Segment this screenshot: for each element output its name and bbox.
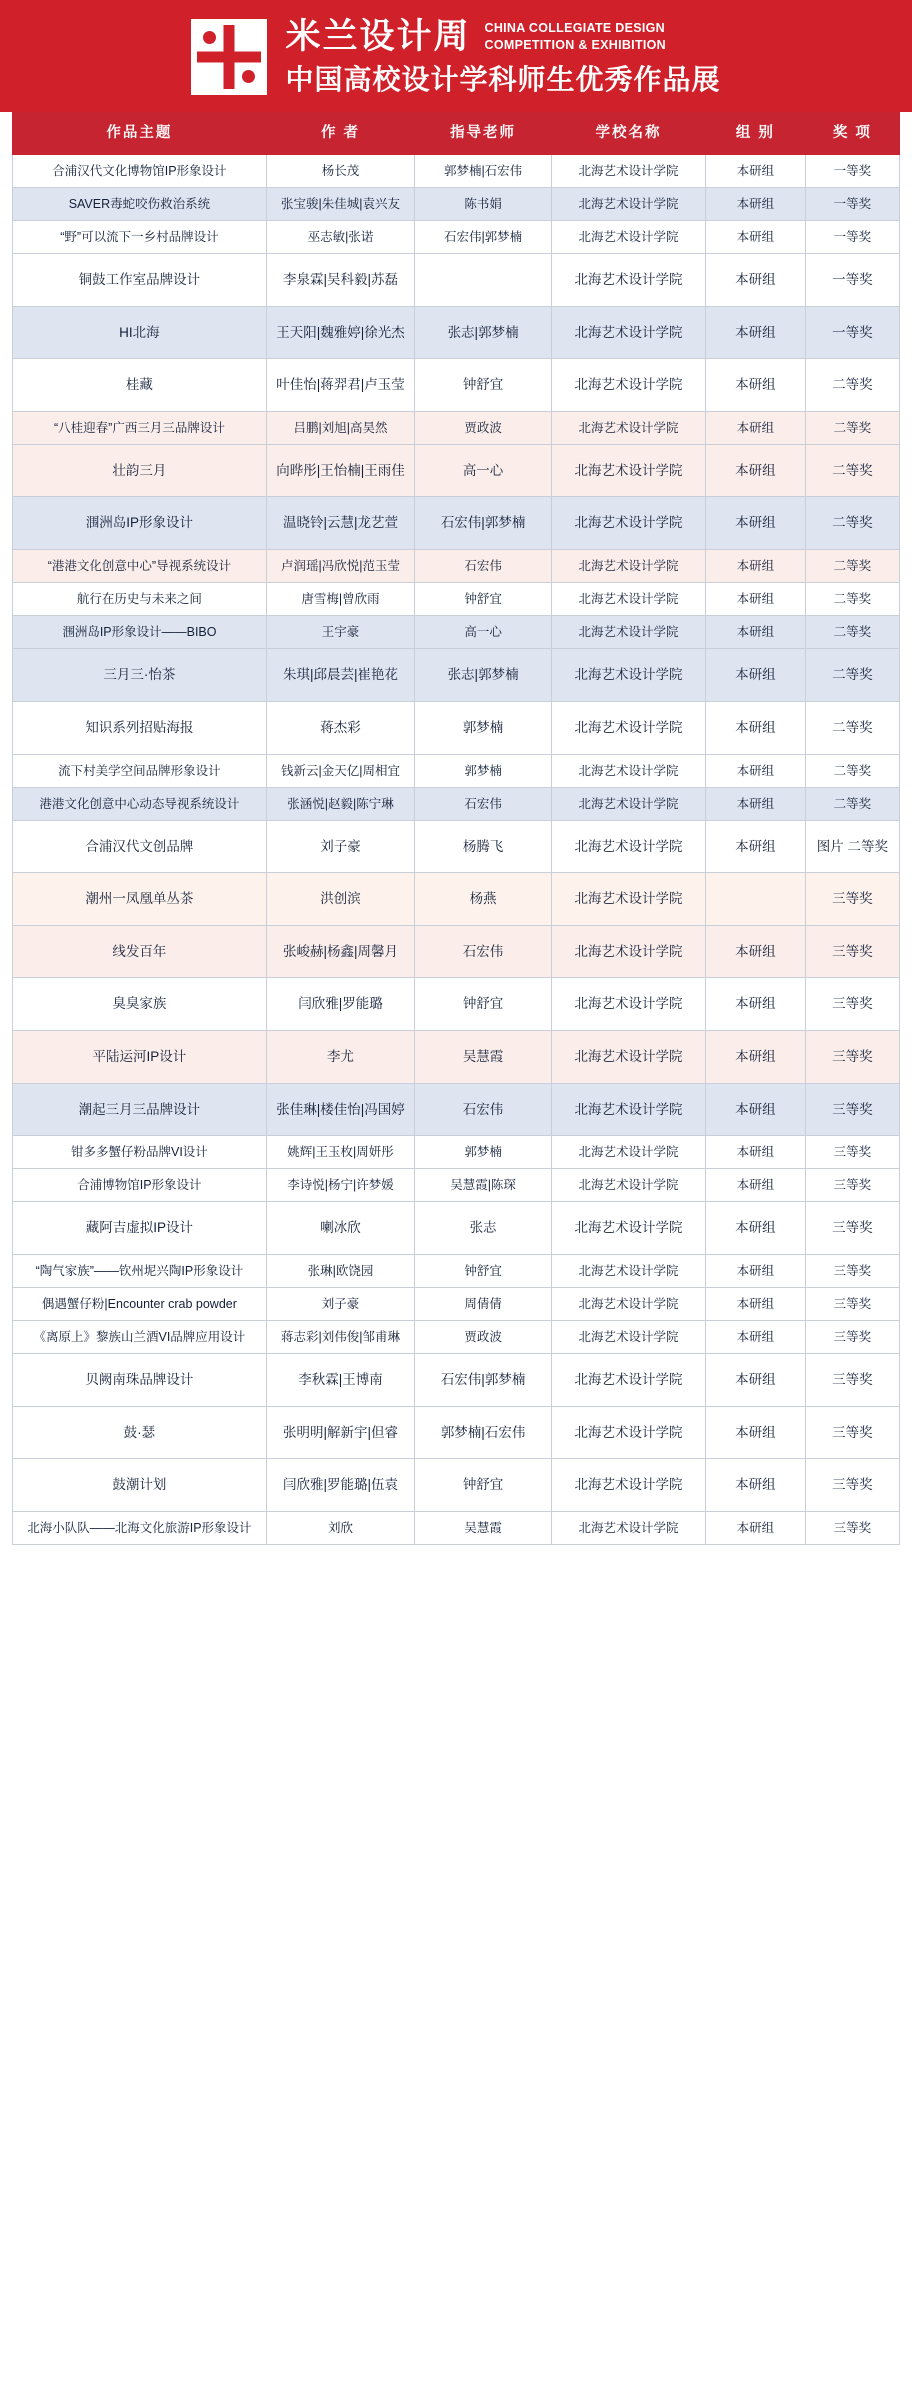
cell-title: 鼓潮计划 (13, 1459, 267, 1512)
cell-teacher: 张志 (415, 1202, 552, 1255)
cell-title: 涠洲岛IP形象设计 (13, 497, 267, 550)
cell-teacher (415, 254, 552, 307)
cell-title: 航行在历史与未来之间 (13, 583, 267, 616)
cell-award: 三等奖 (805, 1254, 899, 1287)
cell-award: 二等奖 (805, 583, 899, 616)
table-row (13, 1136, 900, 1169)
column-header-award: 奖 项 (805, 112, 899, 154)
cell-group: 本研组 (706, 1083, 806, 1136)
table-row (13, 616, 900, 649)
cell-title: “八桂迎春”广西三月三品牌设计 (13, 411, 267, 444)
table-row (13, 1202, 900, 1255)
table-row (13, 754, 900, 787)
cell-title: 钳多多蟹仔粉品牌VI设计 (13, 1136, 267, 1169)
cell-school: 北海艺术设计学院 (552, 1321, 706, 1354)
table-row (13, 1031, 900, 1084)
cell-award: 三等奖 (805, 1288, 899, 1321)
cell-title: 平陆运河IP设计 (13, 1031, 267, 1084)
cell-teacher: 石宏伟 (415, 925, 552, 978)
cell-teacher: 钟舒宜 (415, 583, 552, 616)
cell-group: 本研组 (706, 550, 806, 583)
table-header-row (13, 112, 900, 154)
cell-award: 三等奖 (805, 1512, 899, 1545)
cell-group: 本研组 (706, 444, 806, 497)
table-row (13, 1254, 900, 1287)
cell-group: 本研组 (706, 497, 806, 550)
cell-teacher: 陈书娟 (415, 187, 552, 220)
table-row (13, 1169, 900, 1202)
cell-award: 一等奖 (805, 220, 899, 253)
table-row (13, 1406, 900, 1459)
cell-school: 北海艺术设计学院 (552, 583, 706, 616)
cell-teacher: 石宏伟 (415, 787, 552, 820)
cell-title: “野”可以流下一乡村品牌设计 (13, 220, 267, 253)
cell-award: 二等奖 (805, 787, 899, 820)
cell-award: 二等奖 (805, 411, 899, 444)
cell-group: 本研组 (706, 359, 806, 412)
cell-title: 桂藏 (13, 359, 267, 412)
cell-author: 闫欣雅|罗能璐 (266, 978, 414, 1031)
cell-title: 《离原上》黎族山兰酒VI品牌应用设计 (13, 1321, 267, 1354)
cell-title: 港港文化创意中心动态导视系统设计 (13, 787, 267, 820)
cell-group: 本研组 (706, 1354, 806, 1407)
cell-school: 北海艺术设计学院 (552, 925, 706, 978)
cell-school: 北海艺术设计学院 (552, 873, 706, 926)
cell-school: 北海艺术设计学院 (552, 411, 706, 444)
cell-author: 张佳琳|楼佳怡|冯国婷 (266, 1083, 414, 1136)
cell-teacher: 钟舒宜 (415, 359, 552, 412)
cell-teacher: 吴慧霞|陈琛 (415, 1169, 552, 1202)
cell-author: 王宇豪 (266, 616, 414, 649)
cell-title: 流下村美学空间品牌形象设计 (13, 754, 267, 787)
cell-teacher: 周倩倩 (415, 1288, 552, 1321)
cell-author: 温晓铃|云慧|龙艺萱 (266, 497, 414, 550)
cell-school: 北海艺术设计学院 (552, 1406, 706, 1459)
cell-author: 李泉霖|吴科毅|苏磊 (266, 254, 414, 307)
cell-teacher: 郭梦楠|石宏伟 (415, 1406, 552, 1459)
cell-award: 三等奖 (805, 873, 899, 926)
cell-group: 本研组 (706, 649, 806, 702)
cell-teacher: 钟舒宜 (415, 1459, 552, 1512)
cell-author: 张琳|欧饶园 (266, 1254, 414, 1287)
cell-title: 贝阙南珠品牌设计 (13, 1354, 267, 1407)
table-row (13, 1083, 900, 1136)
awards-table (12, 112, 900, 1545)
cell-award: 一等奖 (805, 154, 899, 187)
table-row (13, 1288, 900, 1321)
table-row (13, 154, 900, 187)
cell-author: 王天阳|魏雅婷|徐光杰 (266, 306, 414, 359)
cell-school: 北海艺术设计学院 (552, 154, 706, 187)
cell-author: 张峻赫|杨鑫|周馨月 (266, 925, 414, 978)
cell-group: 本研组 (706, 154, 806, 187)
cell-school: 北海艺术设计学院 (552, 754, 706, 787)
table-row (13, 1321, 900, 1354)
header-title-en (485, 20, 667, 57)
cell-school: 北海艺术设计学院 (552, 550, 706, 583)
header-title-block (285, 18, 720, 96)
column-header-title: 作品主题 (13, 112, 267, 154)
cell-author: 刘子豪 (266, 820, 414, 873)
cell-teacher: 钟舒宜 (415, 1254, 552, 1287)
cell-title: 壮韵三月 (13, 444, 267, 497)
cell-title: 合浦博物馆IP形象设计 (13, 1169, 267, 1202)
cell-award: 三等奖 (805, 1406, 899, 1459)
cell-group (706, 873, 806, 926)
cell-author: 蒋志彩|刘伟俊|邹甫琳 (266, 1321, 414, 1354)
cell-school: 北海艺术设计学院 (552, 1031, 706, 1084)
cell-group: 本研组 (706, 1288, 806, 1321)
cell-group: 本研组 (706, 820, 806, 873)
cell-group: 本研组 (706, 787, 806, 820)
column-header-author: 作 者 (266, 112, 414, 154)
cell-award: 三等奖 (805, 1136, 899, 1169)
table-row (13, 220, 900, 253)
cell-author: 杨长茂 (266, 154, 414, 187)
column-header-group: 组 别 (706, 112, 806, 154)
cell-award: 二等奖 (805, 359, 899, 412)
cell-author: 喇冰欣 (266, 1202, 414, 1255)
cell-group: 本研组 (706, 1169, 806, 1202)
table-row (13, 444, 900, 497)
cell-group: 本研组 (706, 1459, 806, 1512)
awards-table-body (13, 154, 900, 1544)
cell-award: 三等奖 (805, 1459, 899, 1512)
cell-teacher: 郭梦楠 (415, 754, 552, 787)
cell-teacher: 钟舒宜 (415, 978, 552, 1031)
cell-title: 潮州一凤凰单丛茶 (13, 873, 267, 926)
cell-title: 鼓·瑟 (13, 1406, 267, 1459)
cell-group: 本研组 (706, 1321, 806, 1354)
cell-title: 合浦汉代文化博物馆IP形象设计 (13, 154, 267, 187)
cell-school: 北海艺术设计学院 (552, 787, 706, 820)
cell-title: 北海小队队——北海文化旅游IP形象设计 (13, 1512, 267, 1545)
cell-school: 北海艺术设计学院 (552, 497, 706, 550)
cell-award: 三等奖 (805, 1354, 899, 1407)
cell-author: 刘子豪 (266, 1288, 414, 1321)
cell-award: 二等奖 (805, 550, 899, 583)
cell-title: 三月三·怡茶 (13, 649, 267, 702)
cell-author: 叶佳怡|蒋羿君|卢玉莹 (266, 359, 414, 412)
cell-group: 本研组 (706, 978, 806, 1031)
cell-group: 本研组 (706, 1136, 806, 1169)
cell-group: 本研组 (706, 1202, 806, 1255)
cell-school: 北海艺术设计学院 (552, 1136, 706, 1169)
cell-school: 北海艺术设计学院 (552, 649, 706, 702)
cell-author: 刘欣 (266, 1512, 414, 1545)
cell-school: 北海艺术设计学院 (552, 444, 706, 497)
cell-teacher: 石宏伟|郭梦楠 (415, 220, 552, 253)
cell-author: 吕鹏|刘旭|高昊然 (266, 411, 414, 444)
cell-author: 钱新云|金天亿|周相宜 (266, 754, 414, 787)
cell-title: 潮起三月三品牌设计 (13, 1083, 267, 1136)
cell-group: 本研组 (706, 583, 806, 616)
table-row (13, 411, 900, 444)
table-row (13, 1512, 900, 1545)
cell-award: 二等奖 (805, 616, 899, 649)
cell-award: 一等奖 (805, 306, 899, 359)
table-row (13, 583, 900, 616)
header-title-en-line1: CHINA COLLEGIATE DESIGN (484, 20, 666, 35)
cell-group: 本研组 (706, 254, 806, 307)
cell-author: 朱琪|邱晨芸|崔艳花 (266, 649, 414, 702)
cell-teacher: 石宏伟|郭梦楠 (415, 497, 552, 550)
table-row (13, 820, 900, 873)
cell-author: 张宝骏|朱佳城|袁兴友 (266, 187, 414, 220)
cell-group: 本研组 (706, 306, 806, 359)
cell-award: 二等奖 (805, 701, 899, 754)
table-row (13, 978, 900, 1031)
cell-award: 三等奖 (805, 978, 899, 1031)
column-header-teacher: 指导老师 (415, 112, 552, 154)
cell-teacher: 吴慧霞 (415, 1031, 552, 1084)
cell-author: 巫志敏|张诺 (266, 220, 414, 253)
cell-teacher: 高一心 (415, 444, 552, 497)
cell-teacher: 石宏伟|郭梦楠 (415, 1354, 552, 1407)
cell-group: 本研组 (706, 701, 806, 754)
cell-teacher: 郭梦楠 (415, 701, 552, 754)
cell-school: 北海艺术设计学院 (552, 1354, 706, 1407)
table-row (13, 254, 900, 307)
cell-school: 北海艺术设计学院 (552, 220, 706, 253)
cell-teacher: 杨燕 (415, 873, 552, 926)
cell-school: 北海艺术设计学院 (552, 306, 706, 359)
cell-award: 一等奖 (805, 254, 899, 307)
cell-author: 闫欣雅|罗能璐|伍袁 (266, 1459, 414, 1512)
cell-group: 本研组 (706, 754, 806, 787)
table-row (13, 1459, 900, 1512)
cell-title: 藏阿吉虚拟IP设计 (13, 1202, 267, 1255)
awards-table-container (0, 112, 912, 1555)
cell-teacher: 吴慧霞 (415, 1512, 552, 1545)
cell-title: 线发百年 (13, 925, 267, 978)
cell-award: 三等奖 (805, 1169, 899, 1202)
cell-teacher: 张志|郭梦楠 (415, 649, 552, 702)
page-header (0, 0, 912, 112)
cell-school: 北海艺术设计学院 (552, 1459, 706, 1512)
cell-school: 北海艺术设计学院 (552, 359, 706, 412)
cell-title: HI北海 (13, 306, 267, 359)
cell-author: 向晔彤|王怡楠|王雨佳 (266, 444, 414, 497)
cell-author: 唐雪梅|曾欣雨 (266, 583, 414, 616)
cell-title: “陶气家族”——钦州坭兴陶IP形象设计 (13, 1254, 267, 1287)
cell-school: 北海艺术设计学院 (552, 616, 706, 649)
cell-group: 本研组 (706, 187, 806, 220)
cell-award: 二等奖 (805, 754, 899, 787)
cell-teacher: 高一心 (415, 616, 552, 649)
cell-group: 本研组 (706, 220, 806, 253)
table-row (13, 359, 900, 412)
table-row (13, 497, 900, 550)
table-row (13, 550, 900, 583)
cell-teacher: 杨腾飞 (415, 820, 552, 873)
cell-author: 洪创滨 (266, 873, 414, 926)
cell-school: 北海艺术设计学院 (552, 701, 706, 754)
cell-teacher: 石宏伟 (415, 1083, 552, 1136)
cell-award: 二等奖 (805, 444, 899, 497)
cell-school: 北海艺术设计学院 (552, 978, 706, 1031)
table-row (13, 187, 900, 220)
cell-school: 北海艺术设计学院 (552, 1288, 706, 1321)
cell-group: 本研组 (706, 411, 806, 444)
header-title-en-line2: COMPETITION & EXHIBITION (484, 37, 667, 52)
cell-award: 三等奖 (805, 925, 899, 978)
cell-school: 北海艺术设计学院 (552, 1083, 706, 1136)
cell-award: 图片 二等奖 (805, 820, 899, 873)
cell-award: 二等奖 (805, 649, 899, 702)
cell-author: 卢润瑶|冯欣悦|范玉莹 (266, 550, 414, 583)
header-title-cn-main: 米兰设计周 (285, 17, 471, 56)
table-row (13, 925, 900, 978)
cell-teacher: 郭梦楠 (415, 1136, 552, 1169)
cell-title: 偶遇蟹仔粉|Encounter crab powder (13, 1288, 267, 1321)
header-subtitle-cn: 中国高校设计学科师生优秀作品展 (285, 63, 721, 95)
cell-award: 三等奖 (805, 1202, 899, 1255)
cell-school: 北海艺术设计学院 (552, 254, 706, 307)
cell-title: 合浦汉代文创品牌 (13, 820, 267, 873)
cell-award: 二等奖 (805, 497, 899, 550)
cell-title: 知识系列招贴海报 (13, 701, 267, 754)
cell-school: 北海艺术设计学院 (552, 1169, 706, 1202)
cell-teacher: 郭梦楠|石宏伟 (415, 154, 552, 187)
cell-school: 北海艺术设计学院 (552, 1254, 706, 1287)
cell-school: 北海艺术设计学院 (552, 1202, 706, 1255)
cell-title: “港港文化创意中心”导视系统设计 (13, 550, 267, 583)
cell-author: 李尤 (266, 1031, 414, 1084)
cell-title: 臭臭家族 (13, 978, 267, 1031)
cell-group: 本研组 (706, 1406, 806, 1459)
cell-award: 一等奖 (805, 187, 899, 220)
cell-teacher: 石宏伟 (415, 550, 552, 583)
cell-group: 本研组 (706, 616, 806, 649)
table-row (13, 649, 900, 702)
cell-teacher: 贾政波 (415, 411, 552, 444)
cell-author: 姚辉|王玉枚|周妍彤 (266, 1136, 414, 1169)
table-row (13, 873, 900, 926)
cell-award: 三等奖 (805, 1083, 899, 1136)
cell-teacher: 张志|郭梦楠 (415, 306, 552, 359)
cell-author: 张明明|解新宇|但睿 (266, 1406, 414, 1459)
cell-group: 本研组 (706, 1031, 806, 1084)
table-row (13, 306, 900, 359)
cell-group: 本研组 (706, 1512, 806, 1545)
cell-author: 张涵悦|赵毅|陈宁琳 (266, 787, 414, 820)
cell-award: 三等奖 (805, 1321, 899, 1354)
table-row (13, 1354, 900, 1407)
cell-title: 铜鼓工作室品牌设计 (13, 254, 267, 307)
column-header-school: 学校名称 (552, 112, 706, 154)
cell-school: 北海艺术设计学院 (552, 1512, 706, 1545)
cell-teacher: 贾政波 (415, 1321, 552, 1354)
cell-author: 蒋杰彩 (266, 701, 414, 754)
cell-author: 李秋霖|王博南 (266, 1354, 414, 1407)
cell-title: 涠洲岛IP形象设计——BIBO (13, 616, 267, 649)
table-row (13, 787, 900, 820)
cell-school: 北海艺术设计学院 (552, 187, 706, 220)
milan-design-week-cross-logo-icon (191, 19, 267, 95)
cell-group: 本研组 (706, 925, 806, 978)
table-row (13, 701, 900, 754)
cell-title: SAVER毒蛇咬伤救治系统 (13, 187, 267, 220)
cell-group: 本研组 (706, 1254, 806, 1287)
cell-award: 三等奖 (805, 1031, 899, 1084)
cell-author: 李诗悦|杨宁|许梦媛 (266, 1169, 414, 1202)
cell-school: 北海艺术设计学院 (552, 820, 706, 873)
